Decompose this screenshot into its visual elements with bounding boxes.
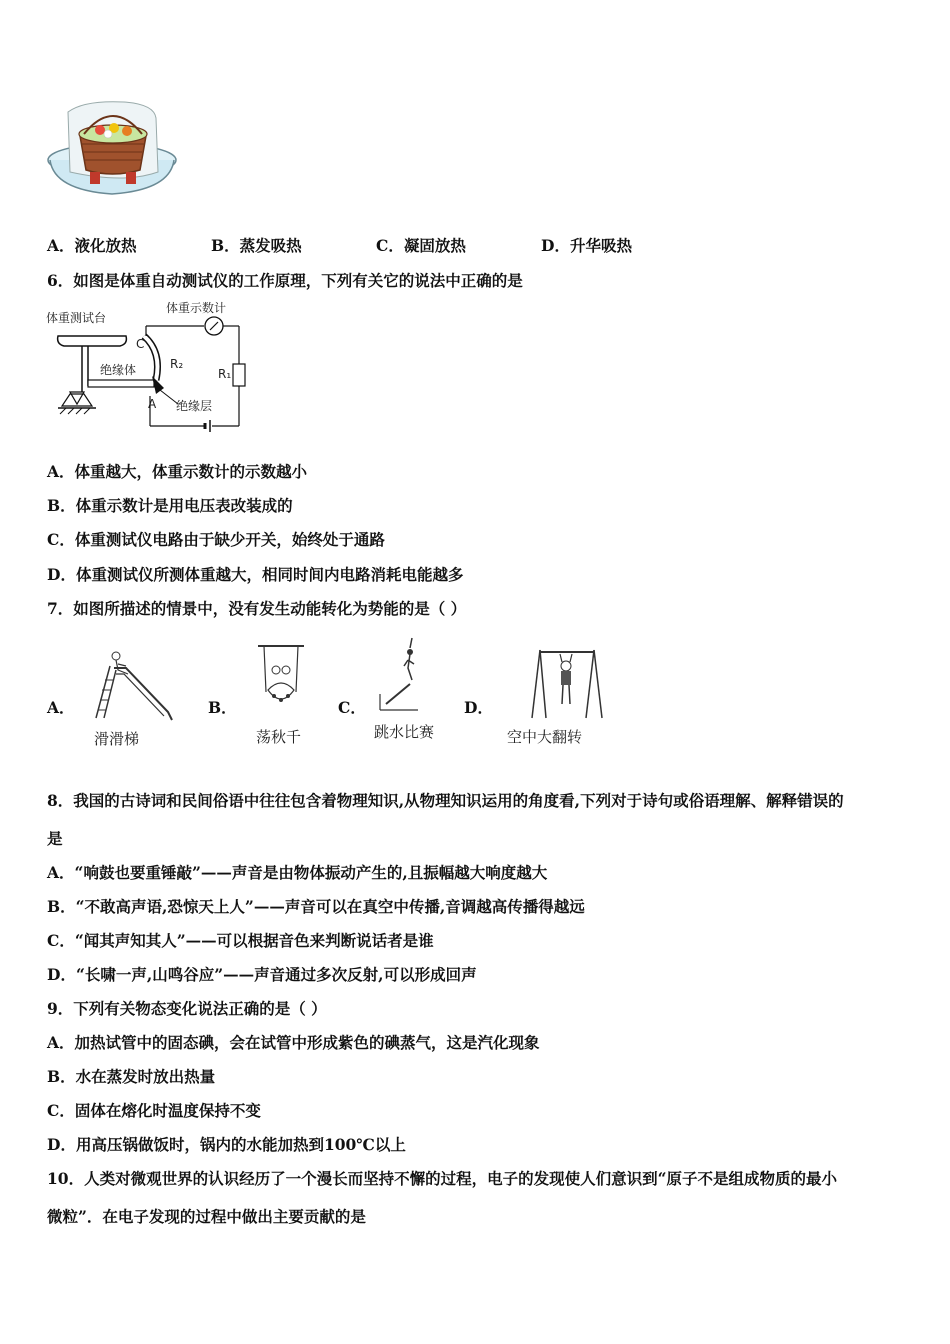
meter-label: 体重示数计 [166,301,227,315]
q6-option-b[interactable]: B．体重示数计是用电压表改装成的 [47,496,293,515]
q5-option-c[interactable] [376,236,466,256]
q9-option-a[interactable]: A．加热试管中的固态碘，会在试管中形成紫色的碘蒸气，这是汽化现象 [47,1033,540,1052]
platform-label: 体重测试台 [46,311,107,325]
option-text: 液化放热 [74,236,137,255]
option-letter: A． [47,236,75,255]
q9-option-c[interactable]: C．固体在熔化时温度保持不变 [47,1101,261,1120]
option-text: 升华吸热 [569,236,632,255]
q5-option-b[interactable] [211,236,302,256]
insulator-label: 绝缘体 [100,363,137,377]
r1-label: R₁ [218,367,232,381]
option-letter: C． [376,236,404,255]
q9-option-b[interactable]: B．水在蒸发时放出热量 [47,1067,216,1086]
q5-option-d[interactable] [541,236,632,256]
diving-figure [374,634,444,714]
q8-option-b[interactable]: B．“不敢高声语,恐惊天上人”——声音可以在真空中传播,音调越高传播得越远 [47,897,585,916]
swing-figure [254,642,310,722]
q6-option-c[interactable]: C．体重测试仪电路由于缺少开关，始终处于通路 [47,530,385,549]
q6-option-d[interactable]: D．体重测试仪所测体重越大，相同时间内电路消耗电能越多 [47,565,464,584]
q8-option-d[interactable]: D．“长啸一声,山鸣谷应”——声音通过多次反射,可以形成回声 [47,965,477,984]
q9-stem: 9．下列有关物态变化说法正确的是（ ） [47,999,327,1018]
q6-stem: 6．如图是体重自动测试仪的工作原理，下列有关它的说法中正确的是 [47,271,523,290]
q8-option-a[interactable]: A．“响鼓也要重锤敲”——声音是由物体振动产生的,且振幅越大响度越大 [47,863,548,882]
q7-stem: 7．如图所描述的情景中，没有发生动能转化为势能的是（ ） [47,599,467,618]
option-text: 蒸发吸热 [239,236,302,255]
q8-stem-line2: 是 [47,829,63,848]
option-text: 凝固放热 [403,236,466,255]
q7-option-c-caption: 跳水比赛 [374,723,435,741]
point-c-label: C [136,337,145,351]
q10-stem-line2: 微粒”．在电子发现的过程中做出主要贡献的是 [47,1207,366,1226]
q6-option-a[interactable]: A．体重越大，体重示数计的示数越小 [47,462,308,481]
q7-option-a-caption: 滑滑梯 [94,730,140,748]
slide-figure [86,650,176,724]
q7-option-c-letter[interactable]: C． [338,698,366,717]
q8-option-c[interactable]: C．“闻其声知其人”——可以根据音色来判断说话者是谁 [47,931,434,950]
q8-stem-line1: 8．我国的古诗词和民间俗语中往往包含着物理知识,从物理知识运用的角度看,下列对于诗句或俗语理解、解释错误的 [47,791,844,810]
option-letter: D． [541,236,570,255]
basket-in-basin-figure [44,98,184,208]
weight-scale-circuit-figure [44,296,250,436]
point-a-label: A [148,397,157,411]
q5-option-a[interactable] [47,236,137,256]
horizontal-bar-figure [528,644,608,722]
q7-option-d-caption: 空中大翻转 [507,728,583,746]
insulating-layer-label: 绝缘层 [176,399,213,413]
q10-stem-line1: 10．人类对微观世界的认识经历了一个漫长而坚持不懈的过程，电子的发现使人们意识到“原子不是组成物质的最小 [47,1169,837,1188]
q7-option-b-caption: 荡秋千 [256,728,302,746]
r2-label: R₂ [170,357,184,371]
q9-option-d[interactable]: D．用高压锅做饭时，锅内的水能加热到100℃以上 [47,1135,406,1154]
q7-option-a-letter[interactable]: A． [47,698,75,717]
q7-option-d-letter[interactable]: D． [464,698,493,717]
option-letter: B． [211,236,240,255]
q7-option-b-letter[interactable]: B． [208,698,237,717]
